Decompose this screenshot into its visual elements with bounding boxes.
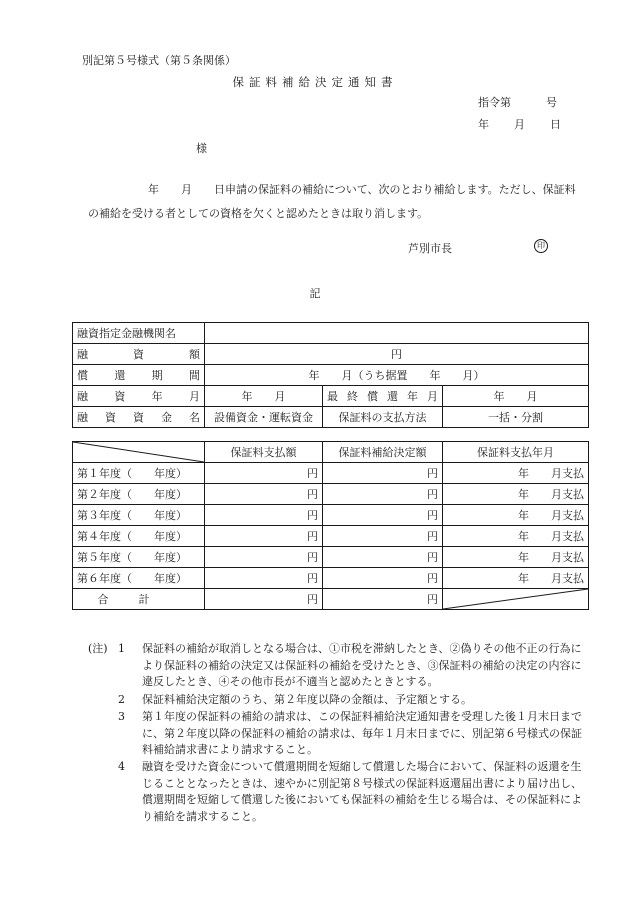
note-item (118, 759, 588, 825)
loan-month-value: 年 月 (205, 386, 323, 407)
payment-method-value: 一括・分割 (443, 407, 589, 428)
fund-name-label: 融資資金名 (73, 407, 205, 428)
final-repayment-label: 最終償還年月 (323, 386, 443, 407)
table-row (73, 505, 589, 526)
table-row (73, 484, 589, 505)
final-repayment-value: 年 月 (443, 386, 589, 407)
note-text: 保証料補給決定額のうち、第２年度以降の金額は、予定額とする。 (142, 693, 472, 706)
year-label: 第３年度（ 年度） (73, 505, 205, 526)
institution-value (205, 323, 589, 344)
note-number: 3 (118, 710, 125, 723)
paid-amount: 円 (205, 568, 323, 589)
header-decided-amount: 保証料補給決定額 (323, 442, 443, 463)
loan-amount-value: 円 (205, 344, 589, 365)
table-row (73, 547, 589, 568)
note-text: 融資を受けた資金について償還期間を短縮して償還した場合において、保証料の返還を生じることとなったときは、速やかに別記第８号様式の保証料返還届出書により届け出し、償還期間を短縮して償還した後においても保証料の補給を生じる場合は、その保証料により補給を請求すること。 (142, 760, 582, 823)
notes-head: (注) (88, 642, 108, 655)
paid-amount: 円 (205, 547, 323, 568)
note-item (118, 641, 588, 691)
decided-amount: 円 (323, 547, 443, 568)
year-label: 第１年度（ 年度） (73, 463, 205, 484)
total-label: 合計 (73, 589, 205, 610)
decided-amount: 円 (323, 463, 443, 484)
loan-table (72, 322, 589, 428)
date-year: 年 (478, 118, 489, 131)
table-row (73, 526, 589, 547)
doc-no-suffix: 号 (546, 96, 557, 109)
total-diagonal-cell (443, 589, 589, 610)
payment-method-label: 保証料の支払方法 (323, 407, 443, 428)
paid-amount: 円 (205, 484, 323, 505)
date-day: 日 (550, 118, 561, 131)
document-title: 保証料補給決定通知書 (232, 75, 398, 89)
total-decided-amount: 円 (323, 589, 443, 610)
table-row (73, 568, 589, 589)
header-payment-month: 保証料支払年月 (443, 442, 589, 463)
year-label: 第５年度（ 年度） (73, 547, 205, 568)
document-number (478, 94, 568, 110)
table-row (73, 344, 589, 365)
note-text: 保証料の補給が取消しとなる場合は、①市税を滞納したとき、②偽りその他不正の行為により保証料の補給の決定又は保証料の補給を受けたとき、③保証料の補給の決定の内容に違反したとき、④その他市長が不適当と認めたときとする。 (142, 642, 582, 688)
table-row (73, 365, 589, 386)
table-row (73, 386, 589, 407)
table-row (73, 463, 589, 484)
decided-amount: 円 (323, 484, 443, 505)
year-label: 第４年度（ 年度） (73, 526, 205, 547)
decided-amount: 円 (323, 505, 443, 526)
date-month: 月 (514, 118, 525, 131)
table-header-row (73, 442, 589, 463)
payment-month: 年 月支払 (443, 526, 589, 547)
loan-month-label: 融資年月 (73, 386, 205, 407)
signer: 芦別市長 (408, 242, 452, 255)
payment-month: 年 月支払 (443, 568, 589, 589)
paid-amount: 円 (205, 505, 323, 526)
table-row (73, 407, 589, 428)
payment-month: 年 月支払 (443, 463, 589, 484)
loan-amount-label: 融資額 (73, 344, 205, 365)
paid-amount: 円 (205, 463, 323, 484)
seal-mark: 印 (534, 239, 548, 253)
table-row (73, 323, 589, 344)
repayment-period-label: 償還期間 (73, 365, 205, 386)
ki-heading: 記 (309, 287, 321, 300)
decided-amount: 円 (323, 526, 443, 547)
doc-no-label: 指令第 (478, 96, 511, 109)
year-label: 第６年度（ 年度） (73, 568, 205, 589)
paid-amount: 円 (205, 526, 323, 547)
year-label: 第２年度（ 年度） (73, 484, 205, 505)
decided-amount: 円 (323, 568, 443, 589)
note-item (118, 709, 588, 759)
payment-month: 年 月支払 (443, 547, 589, 568)
table-total-row (73, 589, 589, 610)
payment-month: 年 月支払 (443, 484, 589, 505)
note-number: 1 (118, 642, 125, 655)
form-id: 別記第５号様式（第５条関係） (82, 54, 236, 67)
repayment-period-value: 年 月（うち据置 年 月） (205, 365, 589, 386)
note-number: 4 (118, 760, 125, 773)
body-text (88, 178, 578, 226)
note-text: 第１年度の保証料の補給の請求は、この保証料補給決定通知書を受理した後１月末日までに、第２年度以降の保証料の補給の請求は、毎年１月末日までに、別記第６号様式の保証料補給請求書により請求すること。 (142, 710, 582, 756)
addressee: 様 (196, 142, 207, 155)
header-diagonal-cell (73, 442, 205, 463)
note-number: 2 (118, 693, 125, 706)
total-paid-amount: 円 (205, 589, 323, 610)
institution-label: 融資指定金融機関名 (73, 323, 205, 344)
note-item (118, 692, 588, 709)
header-paid-amount: 保証料支払額 (205, 442, 323, 463)
fund-name-value: 設備資金・運転資金 (205, 407, 323, 428)
payment-month: 年 月支払 (443, 505, 589, 526)
body-text-content: 年 月 日申請の保証料の補給について、次のとおり補給します。ただし、保証料の補給を受ける者としての資格を欠くと認めたときは取り消します。 (88, 183, 576, 220)
payment-table (72, 441, 589, 610)
